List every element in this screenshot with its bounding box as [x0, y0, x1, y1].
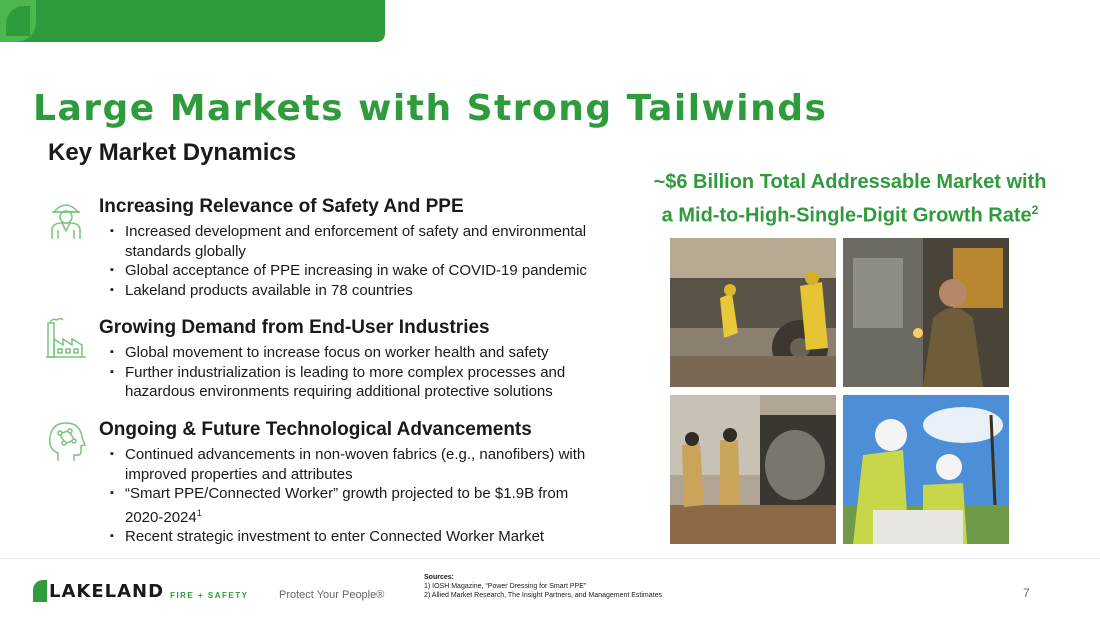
list-item: ▪ Lakeland products available in 78 countries — [110, 281, 610, 301]
leaf-logo-mark — [0, 0, 36, 42]
tam-headline — [620, 168, 1080, 230]
section-heading: Ongoing & Future Technological Advancements — [99, 419, 532, 440]
bullet-list — [110, 222, 610, 300]
list-item: ▪ Recent strategic investment to enter Connected Worker Market — [110, 527, 610, 547]
section-safety-ppe — [44, 196, 614, 306]
section-tech-advancements — [44, 419, 614, 549]
list-item: ▪ Increased development and enforcement of safety and environmental standards globally — [110, 222, 610, 261]
tam-line-2-text: a Mid-to-High-Single-Digit Growth Rate — [661, 204, 1032, 227]
page-title: Large Markets with Strong Tailwinds — [33, 88, 828, 129]
bullet-list — [110, 343, 610, 402]
tam-line-2 — [620, 196, 1080, 230]
bullet-list — [110, 445, 610, 547]
footer-divider — [0, 558, 1100, 559]
list-item: ▪ Continued advancements in non-woven fabrics (e.g., nanofibers) with improved properties and attributes — [110, 445, 610, 484]
top-accent-bar — [0, 0, 385, 42]
list-item: ▪ Global movement to increase focus on worker health and safety — [110, 343, 610, 363]
section-heading: Increasing Relevance of Safety And PPE — [99, 196, 464, 217]
sources-label: Sources: — [424, 574, 454, 581]
list-item-text: “Smart PPE/Connected Worker” growth projected to be $1.9B from 2020-2024 — [125, 485, 569, 526]
worker-icon — [44, 196, 88, 240]
photo-firefighters — [670, 395, 836, 544]
sources-block — [424, 573, 662, 600]
logo-tagline: FIRE + SAFETY — [170, 590, 249, 600]
section-end-user-demand — [44, 317, 614, 407]
logo-mark-icon — [33, 580, 47, 602]
photo-hazmat-rail — [670, 238, 836, 387]
footnote-marker: 2 — [1031, 203, 1039, 217]
photo-utility-workers — [843, 395, 1009, 544]
tam-line-1: ~$6 Billion Total Addressable Market with — [653, 171, 1047, 193]
list-item: ▪ Global acceptance of PPE increasing in wake of COVID-19 pandemic — [110, 261, 610, 281]
photo-welder — [843, 238, 1009, 387]
lakeland-logo — [33, 580, 248, 602]
section-heading: Growing Demand from End-User Industries — [99, 317, 490, 338]
factory-icon — [44, 317, 88, 361]
list-item — [110, 484, 610, 527]
section-subtitle: Key Market Dynamics — [48, 139, 297, 166]
tech-head-icon — [44, 419, 88, 463]
list-item: ▪ Further industrialization is leading to more complex processes and hazardous environments requiring additional protective solutions — [110, 363, 610, 402]
footnote-marker: 1 — [196, 507, 202, 518]
logo-wordmark: LAKELAND — [49, 580, 165, 602]
source-item: 2) Allied Market Research, The Insight Partners, and Management Estimates — [424, 592, 662, 599]
source-item: 1) IOSH Magazine, “Power Dressing for Smart PPE” — [424, 583, 587, 590]
page-number: 7 — [1023, 586, 1030, 600]
brand-tagline: Protect Your People® — [279, 589, 385, 601]
